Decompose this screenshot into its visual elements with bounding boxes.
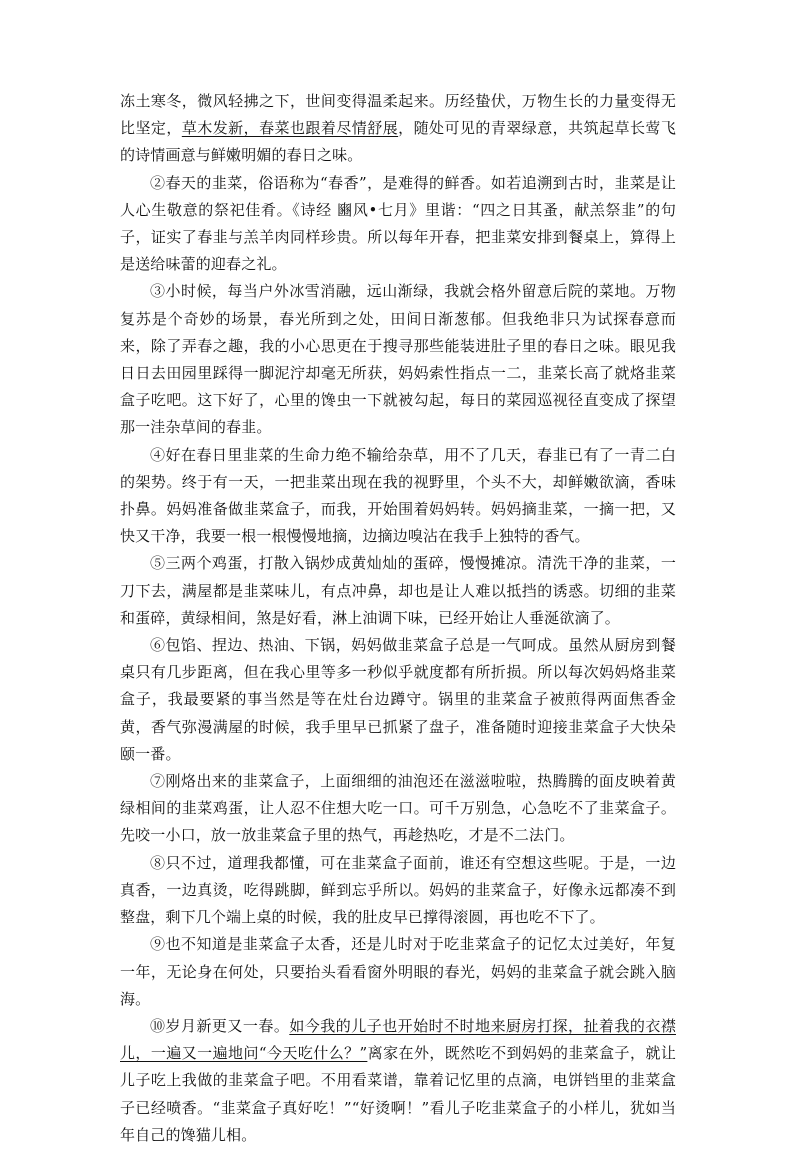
text-segment: ③小时候，每当户外冰雪消融，远山渐绿，我就会格外留意后院的菜地。万物复苏是个奇妙的场景，春光所到之处，田间日渐葱郁。但我绝非只为试探春意而来，除了弄春之趣，我的小心思更在于搜寻那些能装进肚子里的春日之味。眼见我日日去田园里踩得一脚泥泞却毫无所获，妈妈索性指点一二，韭菜长高了就烙韭菜盒子吃吧。这下好了，心里的馋虫一下就被勾起，每日的菜园巡视径直变成了探望那一洼杂草间的春韭。 (120, 282, 676, 437)
text-segment: ⑤三两个鸡蛋，打散入锅炒成黄灿灿的蛋碎，慢慢摊凉。清洗干净的韭菜，一刀下去，满屋都是韭菜味儿，有点冲鼻，却也是让人难以抵挡的诱惑。切细的韭菜和蛋碎，黄绿相间，煞是好看，淋上油调下味，已经开始让人垂涎欲滴了。 (120, 554, 676, 627)
text-segment: ⑨也不知道是韭菜盒子太香，还是儿时对于吃韭菜盒子的记忆太过美好，年复一年，无论身在何处，只要抬头看看窗外明眼的春光，妈妈的韭菜盒子就会跳入脑海。 (120, 935, 676, 1008)
text-segment: ⑥包馅、捏边、热油、下锅，妈妈做韭菜盒子总是一气呵成。虽然从厨房到餐桌只有几步距离，但在我心里等多一秒似乎就度都有所折损。所以每次妈妈烙韭菜盒子，我最要紧的事当然是等在灶台边蹲守。锅里的韭菜盒子被煎得两面焦香金黄，香气弥漫满屋的时候，我手里早已抓紧了盘子，准备随时迎接韭菜盒子大快朵颐一番。 (120, 636, 676, 763)
text-segment: ⑧只不过，道理我都懂，可在韭菜盒子面前，谁还有空想这些呢。于是，一边真香，一边真烫，吃得跳脚，鲜到忘乎所以。妈妈的韭菜盒子，好像永远都凑不到整盘，剩下几个端上桌的时候，我的肚皮早已撑得滚圆，再也吃不下了。 (120, 853, 676, 927)
text-segment: ⑦刚烙出来的韭菜盒子，上面细细的油泡还在滋滋啦啦，热腾腾的面皮映着黄绿相间的韭菜鸡蛋，让人忍不住想大吃一口。可千万别急，心急吃不了韭菜盒子。先咬一小口，放一放韭菜盒子里的热气，再趁热吃，才是不二法门。 (120, 772, 676, 845)
underlined-text: 如今我的儿子也开始时不时地来厨房打探，扯着我的衣襟儿，一遍又一遍地问“今天吃什么？” (120, 1016, 676, 1063)
paragraph-9 (120, 931, 676, 1013)
text-segment: ，随处可见的青翠绿意，共筑起草长莺飞的诗情画意与鲜嫩明媚的春日之味。 (120, 119, 676, 165)
paragraph-1 (120, 88, 676, 170)
text-segment: 冻土寒冬，微风轻拂之下，世间变得温柔起来。历经蛰伏，万物生长的力量变得无比坚定， (120, 92, 676, 138)
underlined-text: 草木发新，春菜也跟着尽情舒展 (181, 119, 399, 138)
paragraph-6 (120, 632, 676, 768)
article-body (120, 88, 676, 1149)
text-segment: ②春天的韭菜，俗语称为“春香”，是难得的鲜香。如若追溯到古时，韭菜是让人心生敬意的祭祀佳肴。《诗经 豳风•七月》里谐：“四之日其蚤，献羔祭韭”的句子，证实了春韭与羔羊肉同样珍贵。所以每年开春，把韭菜安排到餐桌上，算得上是送给味蕾的迎春之礼。 (120, 173, 676, 274)
text-segment: ⑩岁月新更又一春。 (150, 1016, 290, 1035)
text-segment: ④好在春日里韭菜的生命力绝不输给杂草，用不了几天，春韭已有了一青二白的架势。终于有一天，一把韭菜出现在我的视野里，个头不大，却鲜嫩欲滴，香味扑鼻。妈妈准备做韭菜盒子，而我，开始围着妈妈转。妈妈摘韭菜，一摘一把，又快又干净，我要一根一根慢慢地摘，边摘边嗅沾在我手上独特的香气。 (120, 445, 676, 546)
paragraph-5 (120, 550, 676, 632)
paragraph-10 (120, 1013, 676, 1149)
paragraph-2 (120, 170, 676, 279)
paragraph-3 (120, 278, 676, 441)
paragraph-7 (120, 768, 676, 850)
text-segment: 离家在外，既然吃不到妈妈的韭菜盒子，就让儿子吃上我做的韭菜盒子吧。不用看菜谱，靠着记忆里的点滴，电饼铛里的韭菜盒子已经喷香。“韭菜盒子真好吃！”“好烫啊！”看儿子吃韭菜盒子的小样儿，犹如当年自己的馋猫儿相。 (120, 1044, 676, 1144)
paragraph-8 (120, 850, 676, 932)
paragraph-4 (120, 442, 676, 551)
